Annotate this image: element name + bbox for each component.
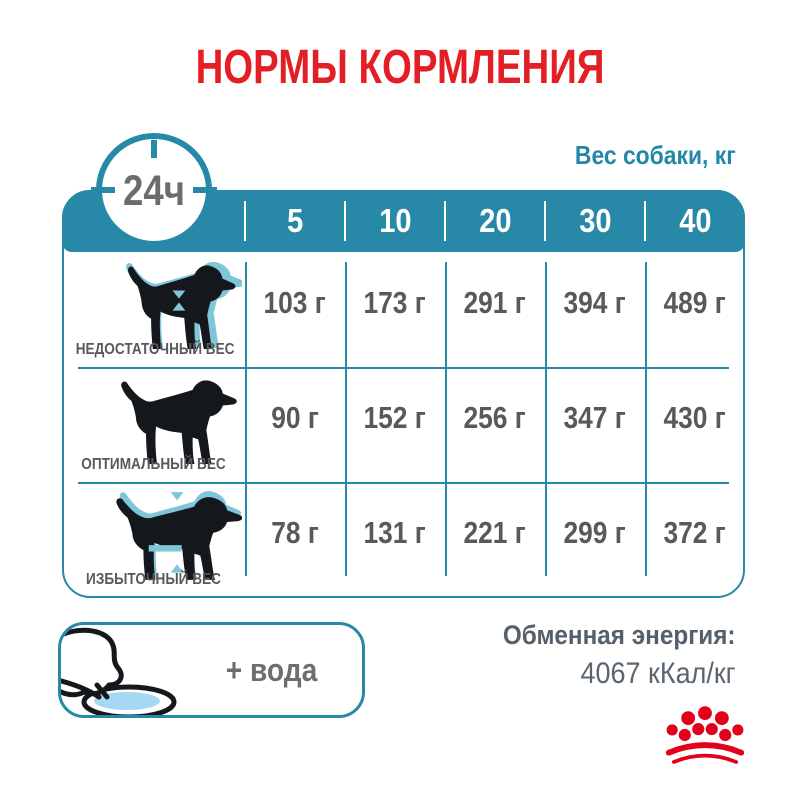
clock-24h-label: 24ч [123,166,185,215]
column-header-5 [245,190,345,252]
feeding-amount: 256 г [463,399,527,435]
feeding-amount: 103 г [263,284,327,320]
energy-value: 4067 кКал/кг [580,657,736,690]
value-cell [645,482,745,597]
feeding-table [62,166,745,598]
column-header-30 [545,190,645,252]
royal-canin-crown-logo [662,703,748,767]
value-cell [245,482,345,597]
dog-optimal-icon [114,375,242,467]
value-cell [345,252,445,367]
column-header-label: 10 [378,202,412,239]
feeding-amount: 173 г [363,284,427,320]
column-header-label: 5 [286,202,304,239]
feeding-amount: 347 г [563,399,627,435]
dog-overweight-icon [114,490,242,582]
water-bowl-icon [58,623,207,718]
column-header-label: 40 [678,202,712,239]
value-cell [445,482,545,597]
row-label: ОПТИМАЛЬНЫЙ ВЕС [81,456,226,473]
feeding-amount: 131 г [363,514,427,550]
water-label: + вода [225,651,318,688]
value-cell [545,482,645,597]
feeding-amount: 78 г [271,514,319,550]
column-header-40 [645,190,745,252]
page-title: НОРМЫ КОРМЛЕНИЯ [195,41,605,94]
table-row-underweight [62,252,745,367]
column-header-label: 20 [478,202,512,239]
column-header-20 [445,190,545,252]
feeding-amount: 221 г [463,514,527,550]
value-cell [445,252,545,367]
feeding-amount: 152 г [363,399,427,435]
feeding-amount: 372 г [663,514,727,550]
feeding-amount: 394 г [563,284,627,320]
row-header-optimal [62,367,245,482]
value-cell [645,367,745,482]
energy-label: Обменная энергия: [503,620,736,650]
row-header-underweight [62,252,245,367]
row-label: НЕДОСТАТОЧНЫЙ ВЕС [75,341,235,358]
clock-24h-icon [95,132,213,248]
value-cell [445,367,545,482]
row-header-overweight [62,482,245,597]
value-cell [645,252,745,367]
dog-weight-header-label: Вес собаки, кг [575,140,736,170]
row-label: ИЗБЫТОЧНЫЙ ВЕС [86,571,221,588]
value-cell [345,367,445,482]
value-cell [345,482,445,597]
column-header-label: 30 [578,202,612,239]
feeding-amount: 90 г [271,399,319,435]
feeding-amount: 430 г [663,399,727,435]
water-box [58,622,365,718]
feeding-amount: 489 г [663,284,727,320]
table-row-overweight [62,482,745,597]
table-row-optimal [62,367,745,482]
column-header-10 [345,190,445,252]
dog-underweight-icon [114,260,242,352]
value-cell [245,367,345,482]
value-cell [545,367,645,482]
value-cell [245,252,345,367]
feeding-amount: 299 г [563,514,627,550]
feeding-amount: 291 г [463,284,527,320]
energy-info [477,620,736,691]
value-cell [545,252,645,367]
